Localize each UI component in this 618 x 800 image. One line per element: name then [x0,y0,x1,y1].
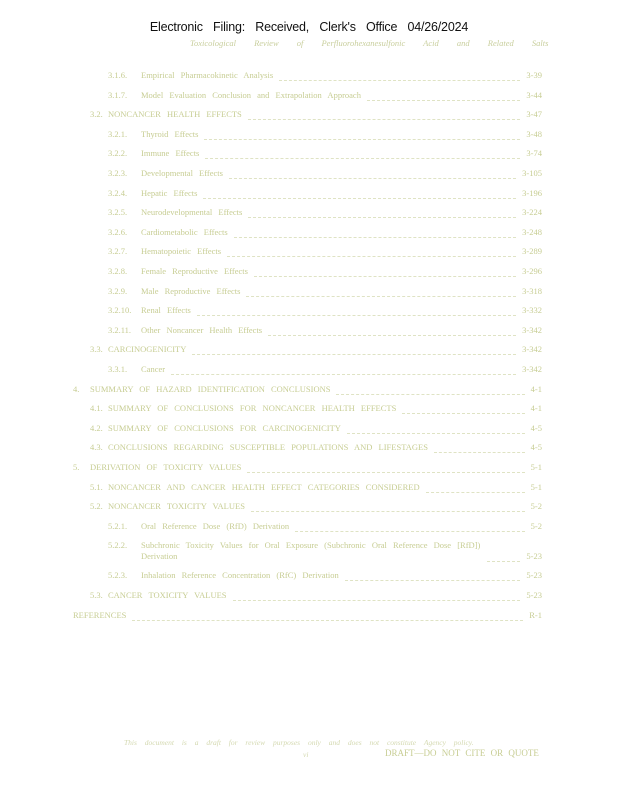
toc-entry [0,325,618,339]
toc-entry-title: Cardiometabolic Effects [141,226,228,237]
toc-entry-number: 3.2.5. [108,207,128,218]
toc-entry [0,305,618,319]
toc-entry-page: 3-318 [522,285,542,296]
toc-entry-number: 3.2.9. [108,285,128,296]
toc-entry-number: 5.1. [90,481,103,492]
toc-leader [227,255,516,257]
toc-entry-title: REFERENCES [73,609,127,620]
toc-entry [0,90,618,104]
toc-entry-page: 3-342 [522,364,542,374]
toc-leader [434,451,525,453]
toc-entry-title: CARCINOGENICITY [108,344,187,355]
toc-entry [0,403,618,417]
toc-entry [0,501,618,515]
toc-entry-page: 5-1 [530,462,542,472]
toc-leader [251,510,525,512]
toc-entry-number: 3.2.11. [108,324,132,335]
toc-entry-page: 4-5 [530,442,542,453]
toc-entry [0,540,618,562]
toc-entry [0,70,618,84]
toc-entry-page: R-1 [529,609,542,620]
toc-entry-page: 3-342 [522,344,542,355]
toc-entry-title: Male Reproductive Effects [141,285,241,296]
toc-entry [0,384,618,398]
toc-entry-page: 5-2 [530,501,542,512]
toc-entry-page: 4-1 [530,403,542,414]
toc-entry-number: 3.2.1. [108,128,128,139]
toc-entry-page: 3-44 [526,89,542,100]
toc-leader [171,373,516,375]
toc-entry-title: SUMMARY OF CONCLUSIONS FOR NONCANCER HEALTH EFFECTS [108,403,397,414]
toc-entry [0,344,618,358]
toc-entry-title: CANCER TOXICITY VALUES [108,590,227,600]
toc-entry-title: Immune Effects [141,148,200,159]
toc-entry [0,423,618,437]
toc-entry-title: Other Noncancer Health Effects [141,324,263,335]
toc-leader [203,197,516,199]
toc-entry-number: 3.2.4. [108,187,128,198]
toc-entry-title: Renal Effects [141,305,191,316]
toc-entry-number: 5.2.2. [108,540,128,551]
toc-entry-number: 5.2. [90,501,103,512]
toc-entry-title: SUMMARY OF HAZARD IDENTIFICATION CONCLUSIONS [90,383,331,394]
toc-entry-number: 5.3. [90,590,103,600]
toc-entry-page: 3-224 [522,207,542,218]
toc-leader [248,118,520,120]
toc-leader [254,275,516,277]
toc-entry [0,482,618,496]
toc-entry-page: 3-248 [522,226,542,237]
footer-page-number: vi [303,750,309,759]
toc-entry-page: 4-5 [530,422,542,433]
toc-entry-number: 3.3. [90,344,103,355]
toc-entry-page: 3-105 [522,168,542,178]
toc-entry-page: 4-1 [530,383,542,394]
toc-leader [426,491,525,493]
toc-entry-number: 4. [73,383,80,394]
toc-entry [0,148,618,162]
toc-entry [0,207,618,221]
toc-entry-page: 3-332 [522,305,542,316]
toc-leader [295,530,525,532]
toc-entry [0,521,618,535]
toc-entry-title: CONCLUSIONS REGARDING SUSCEPTIBLE POPULATIONS AND LIFESTAGES [108,442,428,453]
toc-leader [229,177,516,179]
toc-entry-page: 3-289 [522,246,542,257]
toc-entry [0,364,618,378]
toc-entry-title: NONCANCER TOXICITY VALUES [108,501,245,512]
toc-entry-number: 3.2. [90,109,103,120]
toc-entry [0,109,618,123]
footer-note: This document is a draft for review purposes only and does not constitute Agency policy. [124,738,474,747]
toc-leader [233,599,520,601]
toc-entry-title: Hepatic Effects [141,187,198,198]
running-head: Toxicological Review of Perfluorohexanesulfonic Acid and Related Salts [190,38,549,48]
toc-leader [192,353,516,355]
toc-entry-page: 3-342 [522,324,542,335]
toc-entry-title: Subchronic Toxicity Values for Oral Exposure (Subchronic Oral Reference Dose [RfD]) Derivation [141,540,481,562]
toc-leader [268,334,516,336]
toc-entry-number: 4.3. [90,442,103,453]
toc-entry-title: Inhalation Reference Concentration (RfC) Derivation [141,570,339,581]
filing-stamp: Electronic Filing: Received, Clerk's Office 04/26/2024 [149,20,469,34]
toc-entry-number: 4.1. [90,403,103,414]
toc-entry-title: Thyroid Effects [141,128,199,139]
toc-leader [345,579,520,581]
toc-leader [279,79,520,81]
toc-entry [0,610,618,624]
toc-entry-page: 5-23 [526,551,542,562]
toc-leader [248,216,516,218]
toc-entry-number: 3.2.2. [108,148,128,159]
toc-entry-number: 4.2. [90,422,103,433]
toc-entry-page: 5-23 [526,570,542,581]
toc-entry-page: 5-23 [526,590,542,600]
toc-entry-title: Empirical Pharmacokinetic Analysis [141,70,274,80]
toc-entry [0,246,618,260]
toc-entry-number: 3.1.6. [108,70,128,80]
toc-entry [0,442,618,456]
toc-entry-title: Neurodevelopmental Effects [141,207,243,218]
toc-entry-page: 3-74 [526,148,542,159]
toc-entry [0,129,618,143]
toc-leader [204,138,520,140]
toc-entry-page: 3-48 [526,128,542,139]
toc-entry [0,188,618,202]
toc-entry-number: 5.2.1. [108,520,128,531]
toc-leader [246,295,516,297]
toc-leader [347,432,525,434]
toc-entry-title: SUMMARY OF CONCLUSIONS FOR CARCINOGENICITY [108,422,341,433]
toc-entry-title: Model Evaluation Conclusion and Extrapolation Approach [141,89,361,100]
toc-entry-title: NONCANCER HEALTH EFFECTS [108,109,242,120]
toc-leader [336,393,525,395]
toc-leader [234,236,516,238]
toc-entry-title: Developmental Effects [141,168,223,178]
toc-leader [402,412,525,414]
toc-entry-number: 3.1.7. [108,89,128,100]
toc-entry [0,286,618,300]
toc-entry [0,227,618,241]
toc-entry [0,590,618,604]
toc-entry-title: NONCANCER AND CANCER HEALTH EFFECT CATEGORIES CONSIDERED [108,481,420,492]
toc-leader [487,560,520,562]
toc-entry-number: 5.2.3. [108,570,128,581]
toc-entry-page: 5-1 [530,481,542,492]
toc-entry [0,266,618,280]
toc-entry-page: 3-39 [526,70,542,80]
toc-leader [197,314,516,316]
toc-entry [0,168,618,182]
toc-entry-page: 3-196 [522,187,542,198]
toc-leader [247,471,525,473]
toc-entry-number: 5. [73,462,80,472]
toc-entry-number: 3.3.1. [108,364,128,374]
toc-entry [0,462,618,476]
toc-entry-number: 3.2.10. [108,305,132,316]
toc-entry-number: 3.2.6. [108,226,128,237]
toc-entry-title: Oral Reference Dose (RfD) Derivation [141,520,290,531]
toc-entry-title: Female Reproductive Effects [141,266,248,276]
toc-entry [0,570,618,584]
toc-leader [367,99,520,101]
toc-leader [132,619,523,621]
toc-entry-title: Hematopoietic Effects [141,246,222,257]
toc-entry-number: 3.2.3. [108,168,128,178]
draft-label: DRAFT—DO NOT CITE OR QUOTE [385,748,539,758]
toc-leader [205,157,520,159]
toc-entry-page: 5-2 [530,520,542,531]
toc-entry-number: 3.2.7. [108,246,128,257]
toc-entry-page: 3-47 [526,109,542,120]
toc-entry-number: 3.2.8. [108,266,128,276]
toc-entry-title: Cancer [141,364,166,374]
toc-entry-title: DERIVATION OF TOXICITY VALUES [90,462,242,472]
toc-entry-page: 3-296 [522,266,542,276]
